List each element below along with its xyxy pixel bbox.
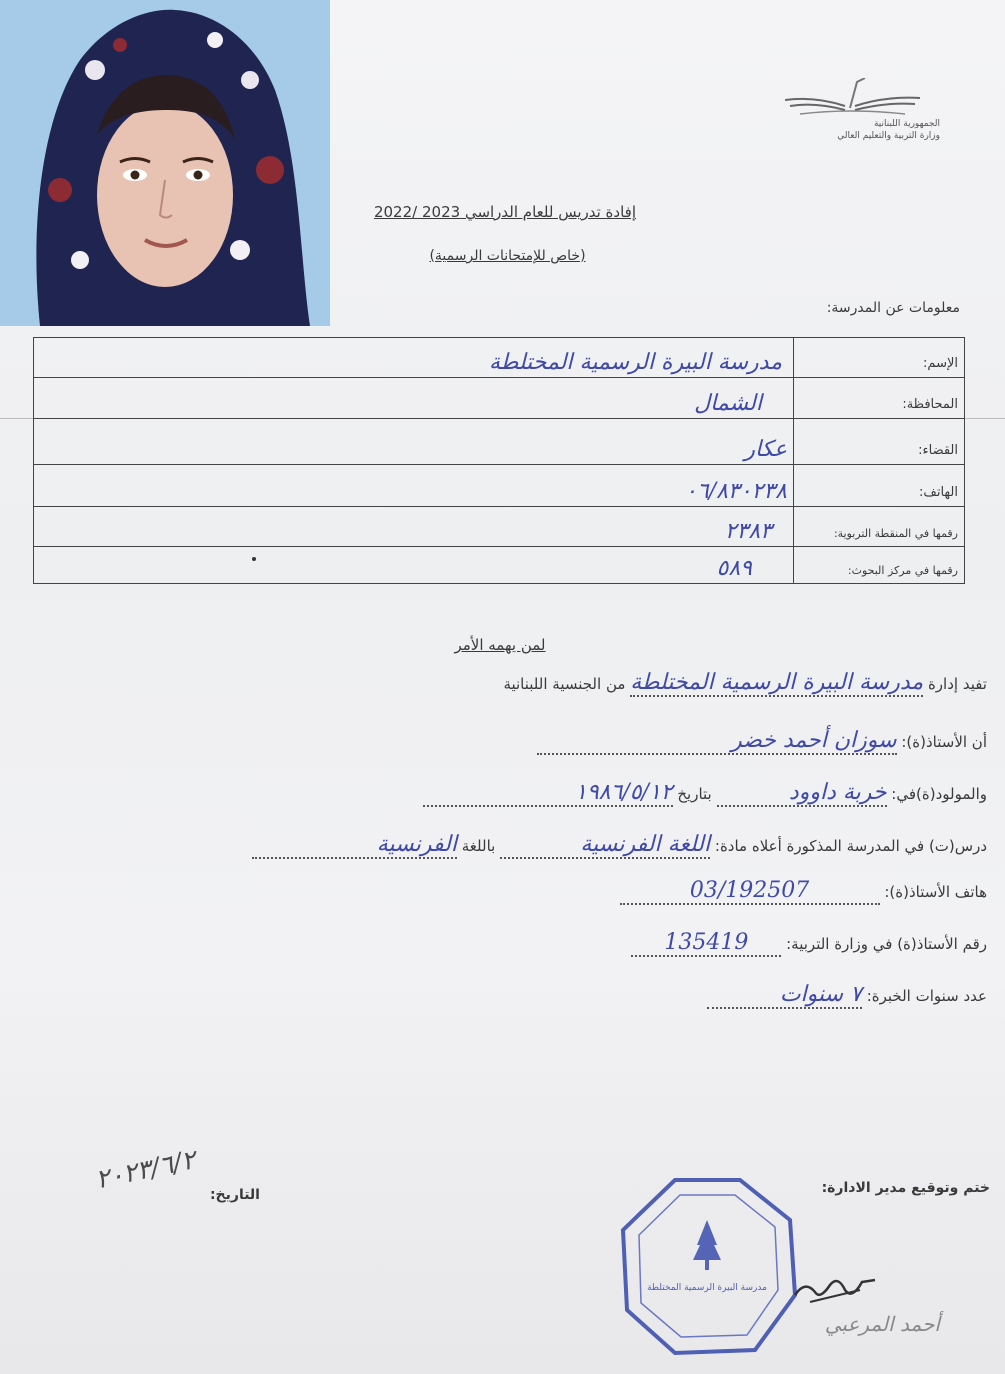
date-label: التاريخ: <box>209 1187 260 1203</box>
row-label: الإسم: <box>923 356 958 371</box>
statement-label: بتاريخ <box>677 785 712 803</box>
statement-label: درس(ت) في المدرسة المذكورة أعلاه مادة: <box>714 837 987 855</box>
teacher-photo <box>0 0 330 326</box>
document-title: إفادة تدريس للعام الدراسي 2023 /2022 <box>373 203 637 221</box>
row-label: رقمها في المنقطة التربوية: <box>833 527 958 540</box>
statement-line-3 <box>107 780 987 814</box>
statement-line-5 <box>107 878 987 912</box>
ministry-name: الجمهورية اللبنانية وزارة التربية والتعليم العالي <box>837 119 940 141</box>
row-label: رقمها في مركز البحوث: <box>847 564 958 577</box>
table-row <box>34 547 964 583</box>
seal-text: مدرسة البيرة الرسمية المختلطة <box>647 1283 767 1293</box>
teaching-language-value: الفرنسية <box>252 832 457 859</box>
row-label: المحافظة: <box>902 397 958 412</box>
statement-label: من الجنسية اللبنانية <box>503 675 626 693</box>
date-value: ٢٠٢٣/٦/٢ <box>93 1145 199 1196</box>
table-row <box>34 465 964 507</box>
governorate-value: الشمال <box>694 391 762 416</box>
years-experience-value: ٧ سنوات <box>707 982 862 1009</box>
statement-label: أن الأستاذ(ة): <box>901 733 987 751</box>
teacher-phone-value: 03/192507 <box>620 878 880 905</box>
statement-label: تفيد إدارة <box>927 675 987 693</box>
statement-line-4 <box>107 832 987 866</box>
birthplace-value: خربة داوود <box>717 780 887 807</box>
statement-label: عدد سنوات الخبرة: <box>866 987 987 1005</box>
statement-line-2 <box>107 728 987 762</box>
region-number-value: ٢٣٨٣ <box>724 519 772 544</box>
row-label: القضاء: <box>918 443 958 458</box>
table-row <box>34 507 964 547</box>
ministry-logo <box>785 78 920 118</box>
to-whom-heading: لمن يهمه الأمر <box>454 636 546 654</box>
district-value: عكار <box>744 437 787 462</box>
teacher-ministry-number-value: 135419 <box>631 930 781 957</box>
table-row <box>34 419 964 465</box>
statement-label: هاتف الأستاذ(ة): <box>884 883 987 901</box>
statement-label: والمولود(ة)في: <box>891 785 987 803</box>
phone-value: ٠٦/٨٣٠٢٣٨ <box>685 479 787 504</box>
ink-dot <box>252 557 256 561</box>
document-subtitle: (خاص للإمتحانات الرسمية) <box>429 248 586 264</box>
teacher-name-value: سوزان أحمد خضر <box>537 728 897 755</box>
school-name-value: مدرسة البيرة الرسمية المختلطة <box>489 350 782 375</box>
birthdate-value: ١٩٨٦/٥/١٢ <box>423 780 673 807</box>
table-row <box>34 338 964 378</box>
row-label: الهاتف: <box>919 485 958 500</box>
signature-label: ختم وتوقيع مدير الادارة: <box>821 1180 990 1196</box>
school-info-label: معلومات عن المدرسة: <box>826 300 960 316</box>
signer-name: أحمد المرعبي <box>824 1312 940 1336</box>
school-info-table <box>33 337 965 584</box>
statement-line-1 <box>107 670 987 704</box>
table-row <box>34 378 964 419</box>
statement-line-6 <box>107 930 987 964</box>
research-center-number-value: ٥٨٩ <box>716 556 752 581</box>
director-signature <box>790 1270 880 1310</box>
subject-value: اللغة الفرنسية <box>500 832 710 859</box>
statement-line-7 <box>107 982 987 1016</box>
statement-label: رقم الأستاذ(ة) في وزارة التربية: <box>786 935 987 953</box>
school-name-handwritten: مدرسة البيرة الرسمية المختلطة <box>630 670 924 695</box>
statement-label: باللغة <box>461 837 496 855</box>
